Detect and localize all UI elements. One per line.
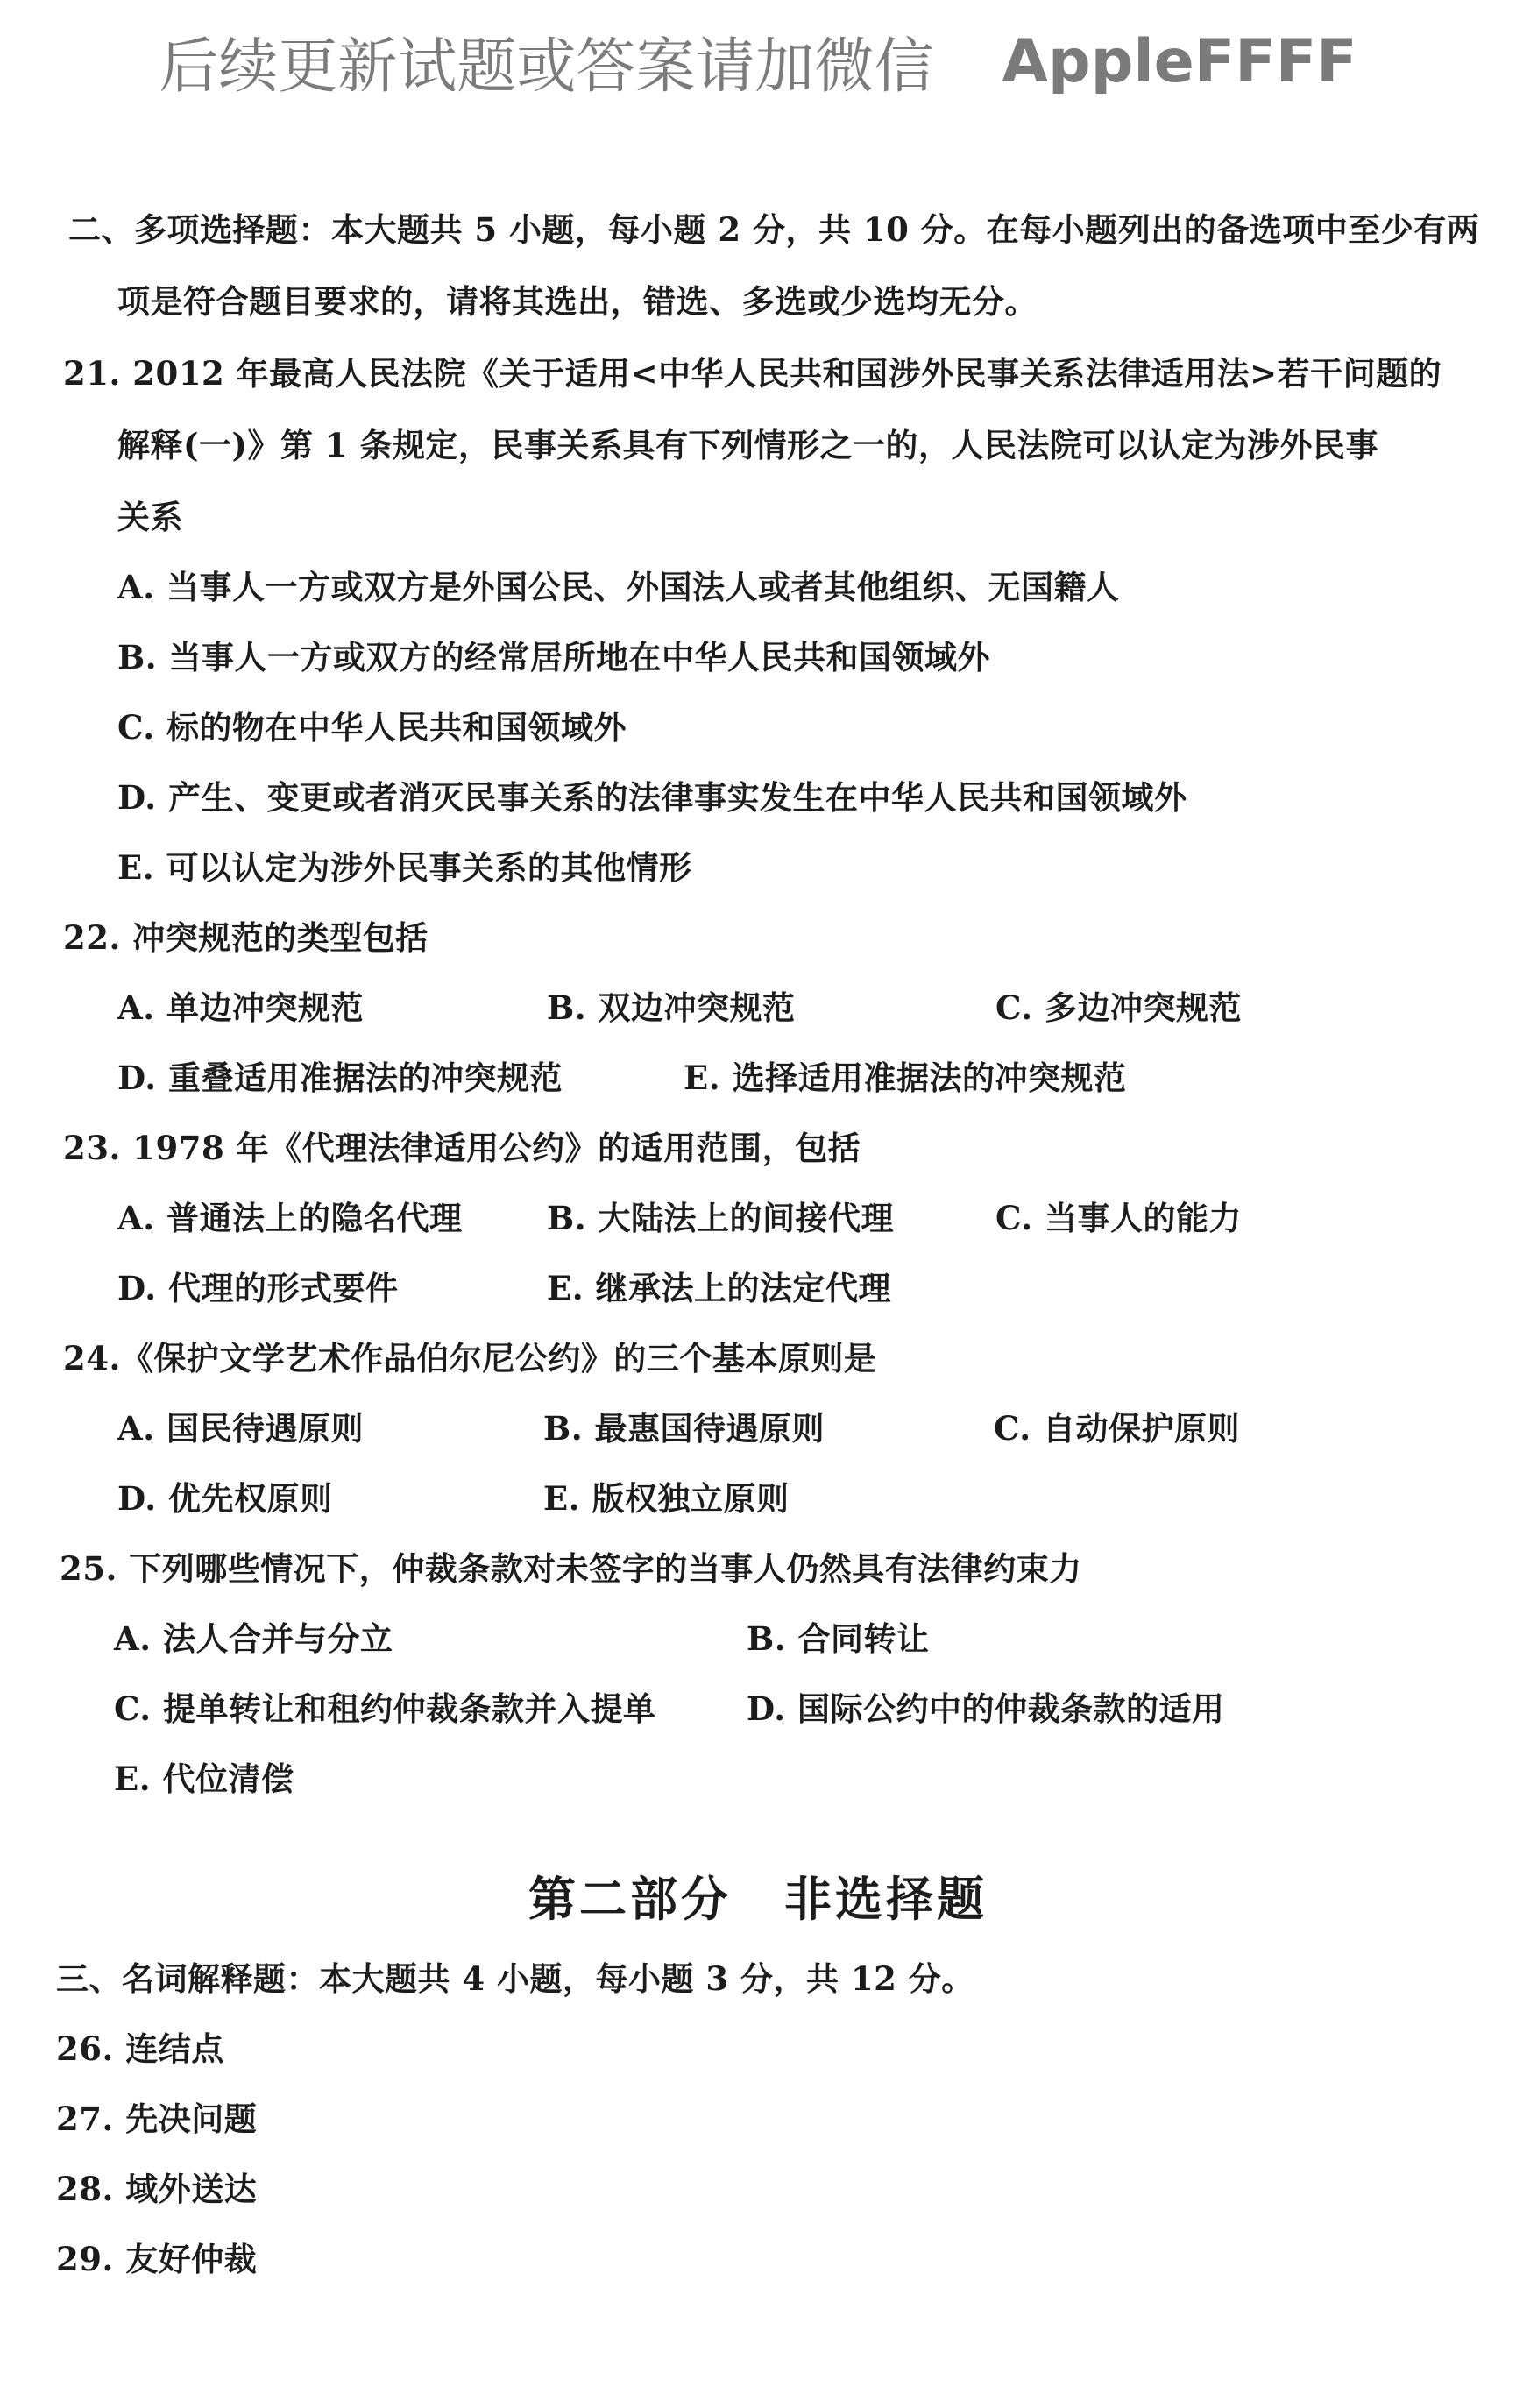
q23-option-a: A. 普通法上的隐名代理: [117, 1199, 463, 1237]
q23-option-e: E. 继承法上的法定代理: [547, 1269, 891, 1307]
q22-option-e: E. 选择适用准据法的冲突规范: [684, 1059, 1127, 1097]
q24-stem: 24.《保护文学艺术作品伯尔尼公约》的三个基本原则是: [63, 1339, 877, 1378]
watermark-text-en: AppleFFFF: [1002, 27, 1357, 96]
q21-stem-line2: 解释(一)》第 1 条规定，民事关系具有下列情形之一的，人民法院可以认定为涉外民事: [117, 426, 1379, 464]
q21-option-d: D. 产生、变更或者消灭民事关系的法律事实发生在中华人民共和国领域外: [117, 778, 1187, 817]
q25-option-b: B. 合同转让: [747, 1619, 930, 1658]
section3-item-29: 29. 友好仲裁: [56, 2240, 258, 2278]
watermark-banner: [0, 19, 1516, 124]
q23-option-d: D. 代理的形式要件: [117, 1269, 399, 1307]
section3-item-27: 27. 先决问题: [56, 2100, 258, 2138]
section3-item-26: 26. 连结点: [56, 2029, 224, 2068]
q24-option-a: A. 国民待遇原则: [117, 1409, 364, 1448]
part2-title: [0, 1862, 1516, 1930]
q24-option-e: E. 版权独立原则: [543, 1479, 790, 1518]
q21-stem-line1: 21. 2012 年最高人民法院《关于适用<中华人民共和国涉外民事关系法律适用法>若干问题的: [63, 354, 1442, 393]
q25-option-d: D. 国际公约中的仲裁条款的适用: [747, 1689, 1225, 1728]
q22-option-d: D. 重叠适用准据法的冲突规范: [117, 1059, 563, 1097]
q22-option-b: B. 双边冲突规范: [547, 988, 796, 1027]
q24-option-d: D. 优先权原则: [117, 1479, 333, 1518]
part2-title-a: 第二部分: [528, 1871, 732, 1927]
section3-item-28: 28. 域外送达: [56, 2170, 258, 2208]
watermark-text-cn: 后续更新试题或答案请加微信: [159, 32, 934, 102]
section3-heading: 三、名词解释题：本大题共 4 小题，每小题 3 分，共 12 分。: [56, 1959, 974, 1998]
q25-option-a: A. 法人合并与分立: [114, 1619, 393, 1658]
q25-option-e: E. 代位清偿: [114, 1760, 294, 1798]
section2-heading-line2: 项是符合题目要求的，请将其选出，错选、多选或少选均无分。: [117, 282, 1038, 321]
q21-option-e: E. 可以认定为涉外民事关系的其他情形: [117, 848, 692, 887]
q22-option-c: C. 多边冲突规范: [995, 988, 1243, 1027]
q23-option-c: C. 当事人的能力: [995, 1199, 1243, 1237]
q22-stem: 22. 冲突规范的类型包括: [63, 918, 429, 957]
q22-option-a: A. 单边冲突规范: [117, 988, 364, 1027]
q24-option-c: C. 自动保护原则: [994, 1409, 1241, 1448]
section2-heading-line1: 二、多项选择题：本大题共 5 小题，每小题 2 分，共 10 分。在每小题列出的备选项中至少有两: [68, 210, 1480, 249]
q21-stem-line3: 关系: [117, 498, 183, 536]
q23-option-b: B. 大陆法上的间接代理: [547, 1199, 895, 1237]
q21-option-a: A. 当事人一方或双方是外国公民、外国法人或者其他组织、无国籍人: [117, 568, 1120, 606]
part2-title-b: 非选择题: [784, 1871, 988, 1927]
q21-option-c: C. 标的物在中华人民共和国领域外: [117, 708, 627, 747]
q23-stem: 23. 1978 年《代理法律适用公约》的适用范围，包括: [63, 1129, 861, 1167]
q24-option-b: B. 最惠国待遇原则: [543, 1409, 825, 1448]
q25-option-c: C. 提单转让和租约仲裁条款并入提单: [114, 1689, 656, 1728]
q21-option-b: B. 当事人一方或双方的经常居所地在中华人民共和国领域外: [117, 638, 991, 676]
q25-stem: 25. 下列哪些情况下，仲裁条款对未签字的当事人仍然具有法律约束力: [60, 1549, 1082, 1588]
